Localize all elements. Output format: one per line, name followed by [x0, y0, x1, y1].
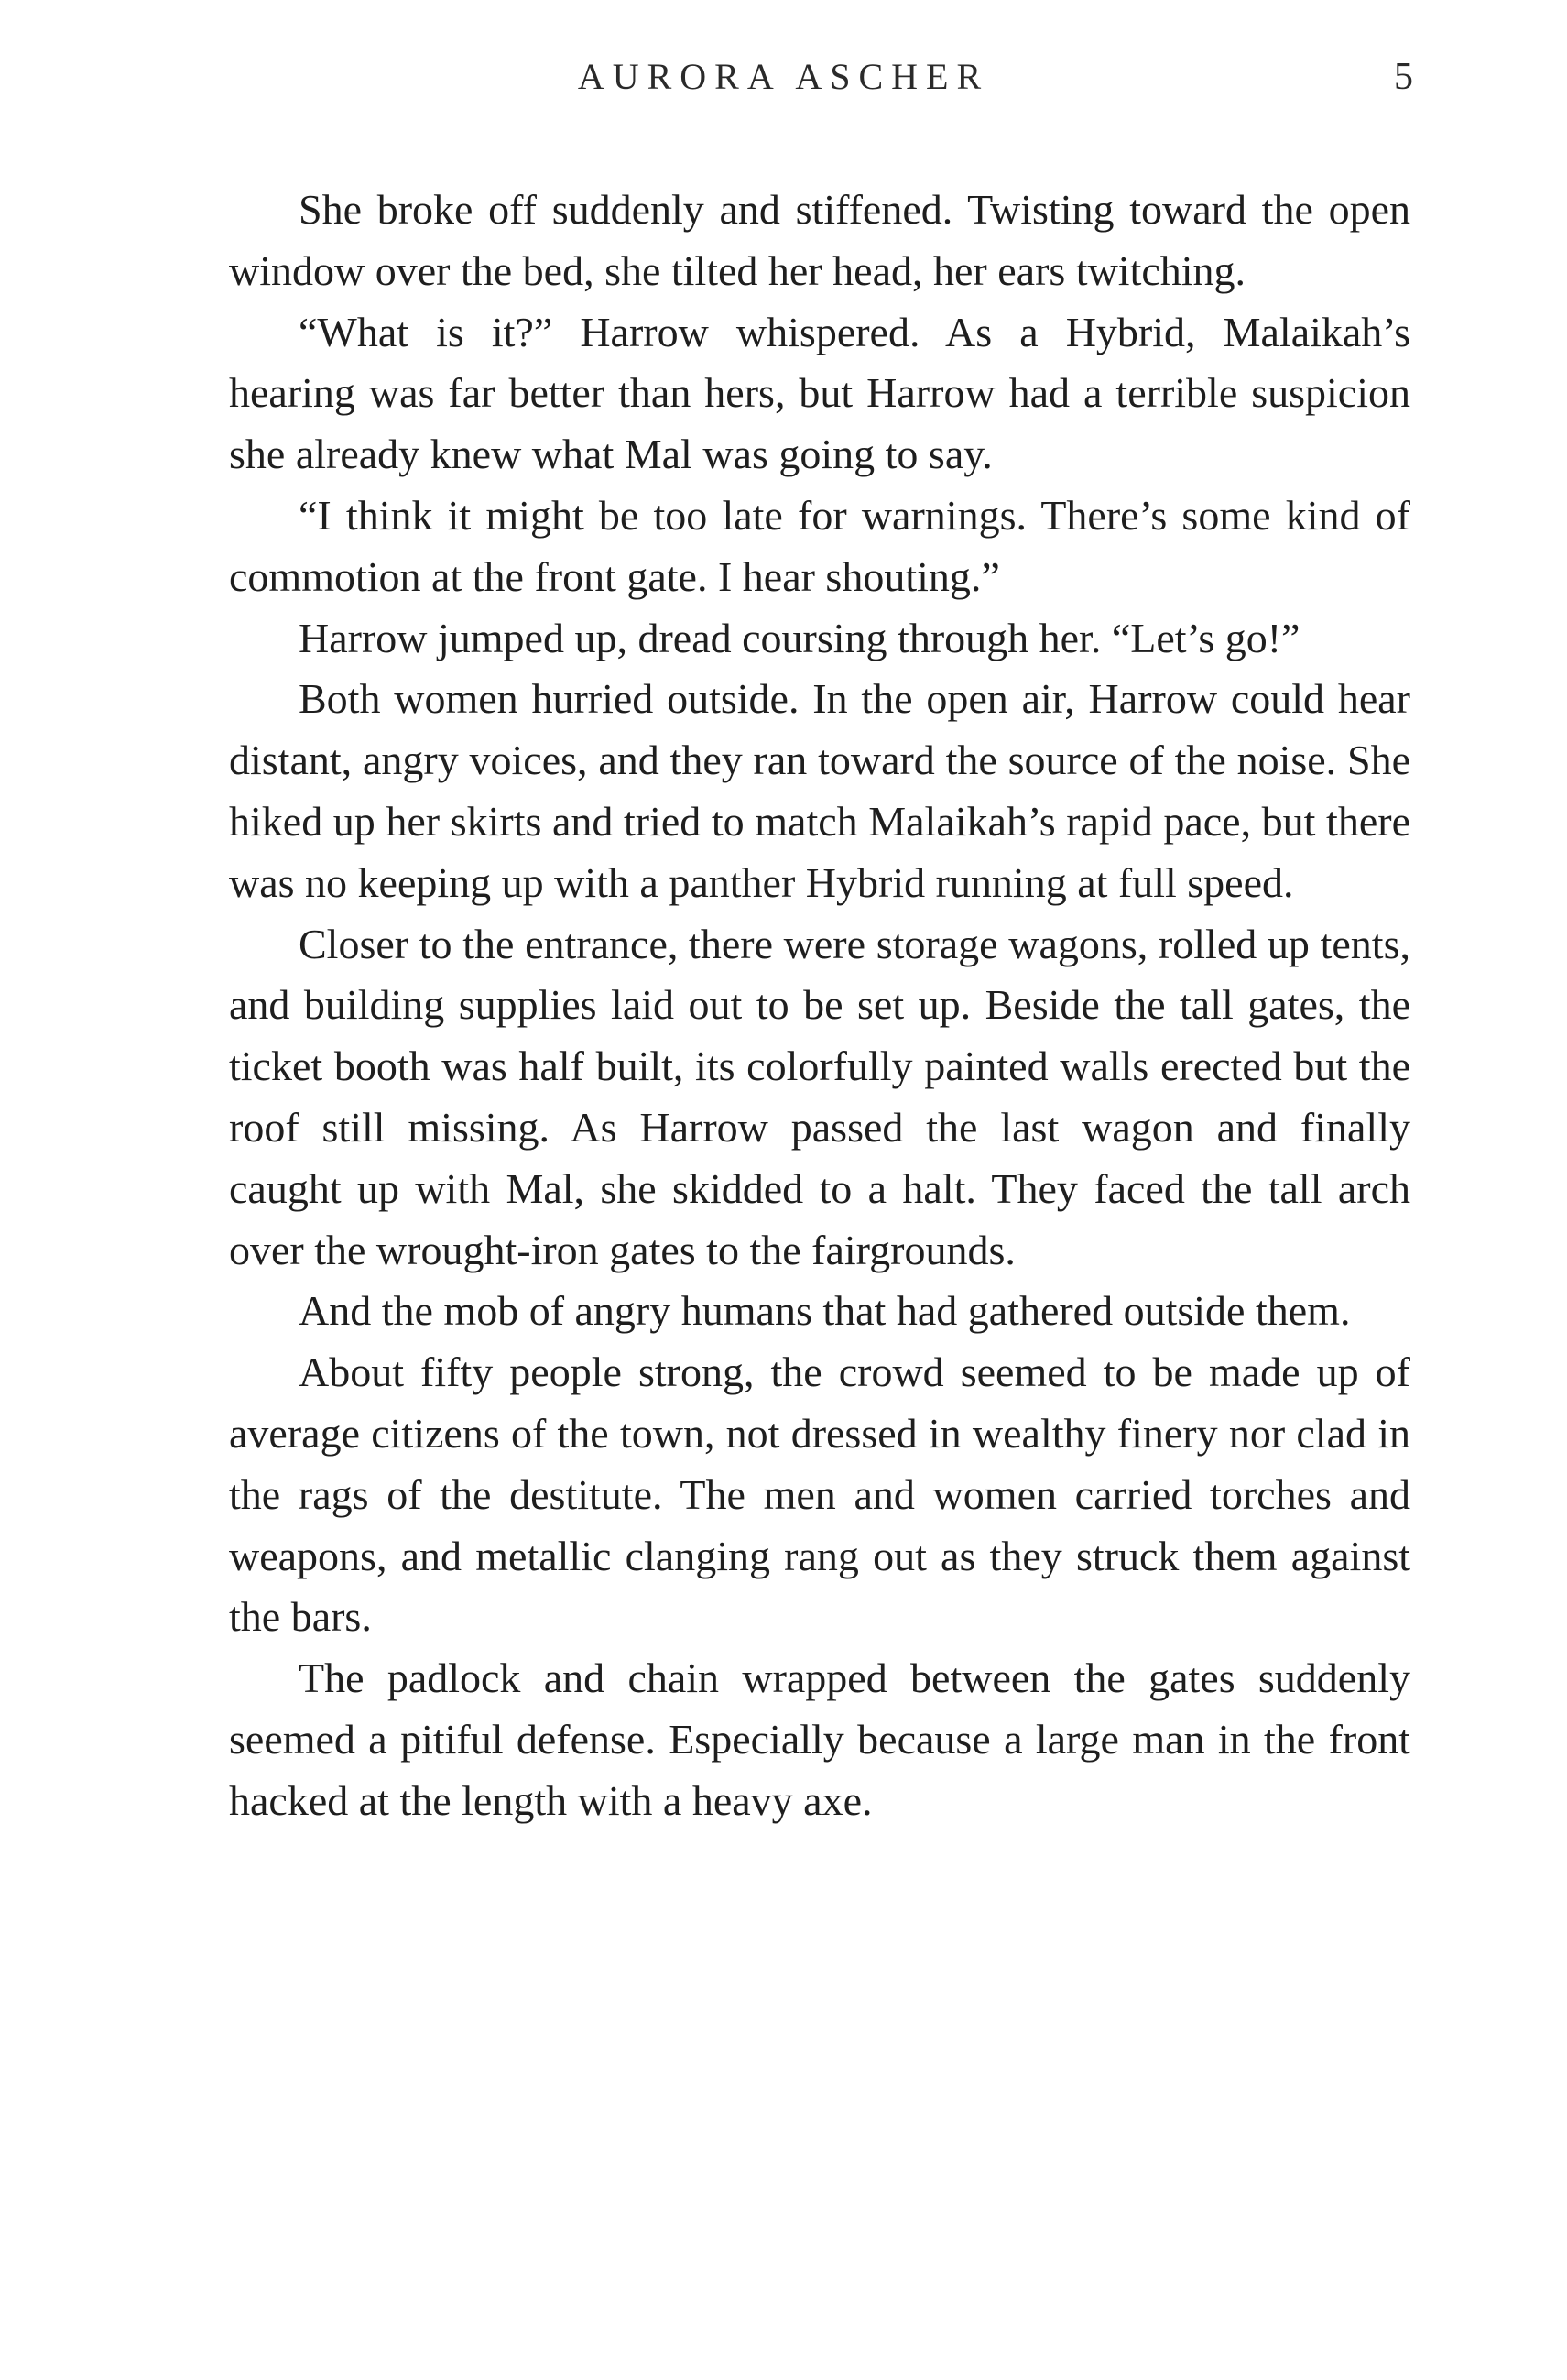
- running-head-author: AURORA ASCHER: [577, 56, 990, 97]
- paragraph: And the mob of angry humans that had gathered outside them.: [299, 1287, 1351, 1335]
- paragraph: About fifty people strong, the crowd seemed to be made up of average citizens of the town, not dressed in wealthy finery nor clad in the rags of the destitute. The men and women carried torches and weapons, and metallic clanging rang out as they struck them against the bars.: [229, 1348, 1410, 1641]
- paragraph: The padlock and chain wrapped between the gates suddenly seemed a pitiful defense. Especially because a large man in the front hacked at the length with a heavy axe.: [229, 1654, 1410, 1824]
- paragraph: “What is it?” Harrow whispered. As a Hybrid, Malaikah’s hearing was far better than hers, but Harrow had a terrible suspicion she already knew what Mal was going to say.: [229, 308, 1410, 478]
- page-number: 5: [1394, 56, 1413, 98]
- paragraph: Harrow jumped up, dread coursing through her. “Let’s go!”: [299, 614, 1300, 661]
- body-text: [229, 180, 1410, 1832]
- paragraph: She broke off suddenly and stiffened. Twisting toward the open window over the bed, she tilted her head, her ears twitching.: [229, 186, 1410, 294]
- paragraph: Closer to the entrance, there were storage wagons, rolled up tents, and building supplies laid out to be set up. Beside the tall gates, the ticket booth was half built, its colorfully painted walls erected but the roof still missing. As Harrow passed the last wagon and finally caught up with Mal, she skidded to a halt. They faced the tall arch over the wrought-iron gates to the fairgrounds.: [229, 920, 1410, 1273]
- paragraph: Both women hurried outside. In the open air, Harrow could hear distant, angry voices, and they ran toward the source of the noise. She hiked up her skirts and tried to match Malaikah’s rapid pace, but there was no keeping up with a panther Hybrid running at full speed.: [229, 675, 1410, 906]
- running-header: [0, 55, 1567, 110]
- paragraph: “I think it might be too late for warnings. There’s some kind of commotion at the front gate. I hear shouting.”: [229, 491, 1410, 600]
